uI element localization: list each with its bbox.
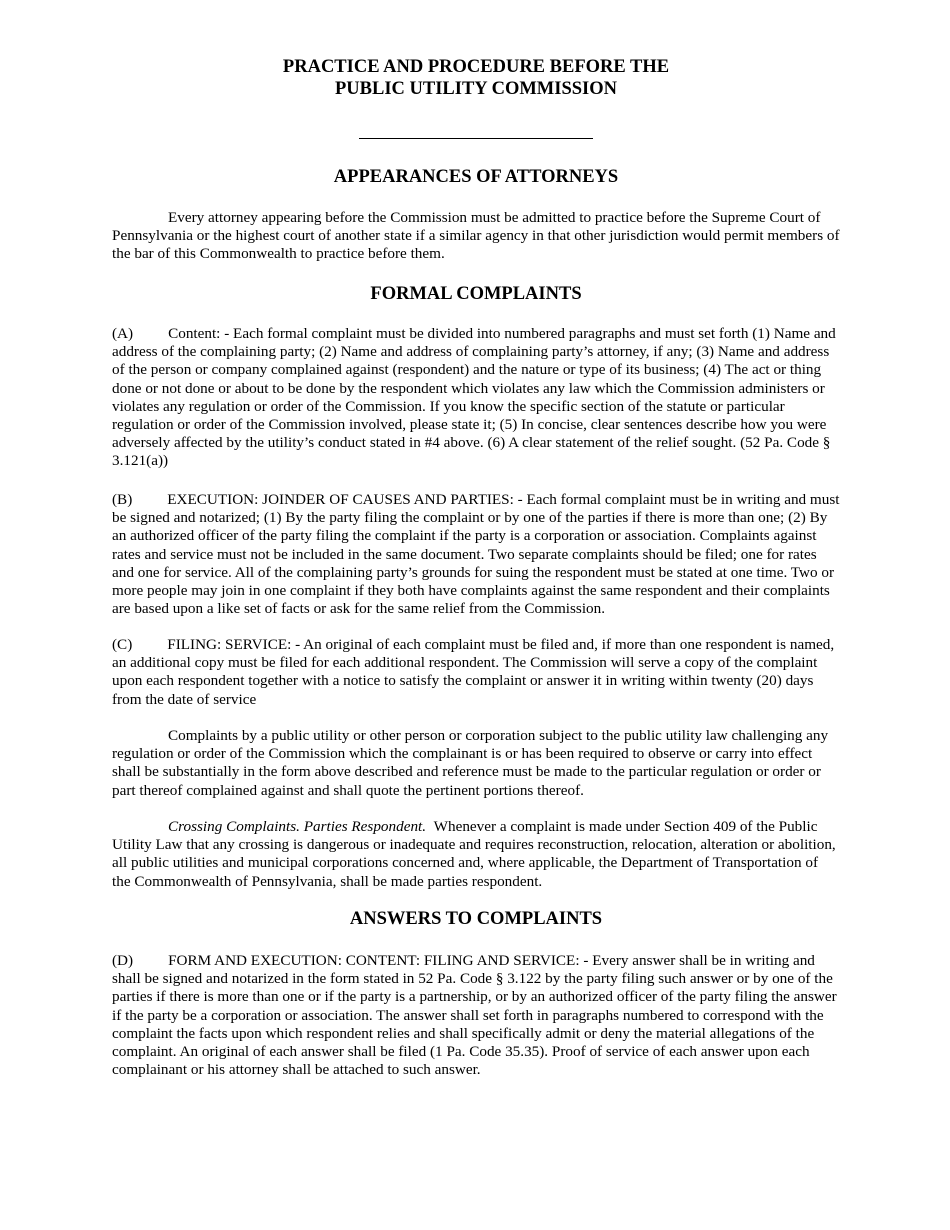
appearances-heading: APPEARANCES OF ATTORNEYS — [333, 167, 619, 187]
paragraph-c-text: FILING: SERVICE: - An original of each complaint must be filed and, if more than one respondent is named, an additional copy must be filed for each additional respondent. The Commission will serve a copy of the complaint upon each respondent together with a notice to satisfy the complaint or answer it in writing within twenty (20) days from the date of service — [112, 636, 835, 708]
paragraph-d — [112, 952, 840, 1079]
paragraph-c — [112, 636, 840, 709]
title-line-1: PRACTICE AND PROCEDURE BEFORE THE — [282, 57, 670, 77]
crossing-paragraph — [112, 818, 840, 891]
document-title — [112, 56, 840, 100]
paragraph-b — [112, 491, 840, 618]
crossing-text: Whenever a complaint is made under Section 409 of the Public Utility Law that any crossing is dangerous or inadequate and requires reconstruction, relocation, alteration or abolition, all public utilities and municipal corporations concerned and, where applicable, the Department of Transportation of the Commonwealth of Pennsylvania, shall be made parties respondent. — [112, 818, 836, 890]
title-line-2: PUBLIC UTILITY COMMISSION — [335, 79, 617, 99]
appearances-paragraph — [112, 209, 840, 264]
public-utility-paragraph — [112, 727, 840, 800]
crossing-title: Crossing Complaints. Parties Respondent. — [168, 818, 427, 835]
paragraph-a-label: (A) — [112, 325, 134, 342]
paragraph-b-label: (B) — [112, 491, 133, 508]
public-utility-text: Complaints by a public utility or other person or corporation subject to the public utility law challenging any regulation or order of the Commission which the complainant is or has been required to observe or carry into effect shall be substantially in the form above described and reference must be made to the particular regulation or order or part thereof complained against and shall quote the pertinent portions thereof. — [112, 727, 829, 799]
formal-complaints-heading: FORMAL COMPLAINTS — [370, 284, 582, 304]
paragraph-a-text: Content: - Each formal complaint must be divided into numbered paragraphs and must set forth (1) Name and address of the complaining party; (2) Name and address of complaining party’s attorney, if any; (3) Name and address of the person or company complained against (respondent) and the nature or type of its business; (4) The act or thing done or not done or about to be done by the respondent which violates any law which the Commission administers or violates any regulation or order of the Commission. If you know the specific section of the statute or particular regulation or order of the Commission involved, please state it; (5) In concise, clear sentences describe how you were adversely affected by the utility’s conduct stated in #4 above. (6) A clear statement of the relief sought. (52 Pa. Code § 3.121(a)) — [112, 325, 836, 470]
title-divider — [359, 138, 593, 139]
answers-heading: ANSWERS TO COMPLAINTS — [349, 909, 603, 929]
paragraph-a — [112, 325, 840, 471]
paragraph-c-label: (C) — [112, 636, 133, 653]
paragraph-b-text: EXECUTION: JOINDER OF CAUSES AND PARTIES: - Each formal complaint must be in writing and must be signed and notarized; (1) By the party filing the complaint or by one of the parties if there is more than one; (2) By an authorized officer of the party filing the complaint if the party is a corporation or association. Complaints against rates and service must not be included in the same document. Two separate complaints should be filed; one for rates and one for service. All of the complaining party’s grounds for suing the respondent must be stated at one time. Two or more people may join in one complaint if they both have complaints against the same respondent and their complaints are based upon a like set of facts or ask for the same relief from the Commission. — [112, 491, 840, 618]
paragraph-d-text: FORM AND EXECUTION: CONTENT: FILING AND SERVICE: - Every answer shall be in writing and shall be signed and notarized in the form stated in 52 Pa. Code § 3.122 by the party filing such answer or by one of the parties if there is more than one or if the party is a partnership, or by an authorized officer of the party filing the answer if the party be a corporation or association. The answer shall set forth in paragraphs numbered to correspond with the complaint the facts upon which respondent relies and shall specifically admit or deny the material allegations of the complaint. An original of each answer shall be filed (1 Pa. Code 35.35). Proof of service of each answer upon each complainant or his attorney shall be attached to such answer. — [112, 952, 837, 1079]
paragraph-d-label: (D) — [112, 952, 134, 969]
appearances-text: Every attorney appearing before the Commission must be admitted to practice before the Supreme Court of Pennsylvania or the highest court of another state if a similar agency in that other jurisdiction would permit members of the bar of this Commonwealth to practice before them. — [112, 209, 840, 263]
